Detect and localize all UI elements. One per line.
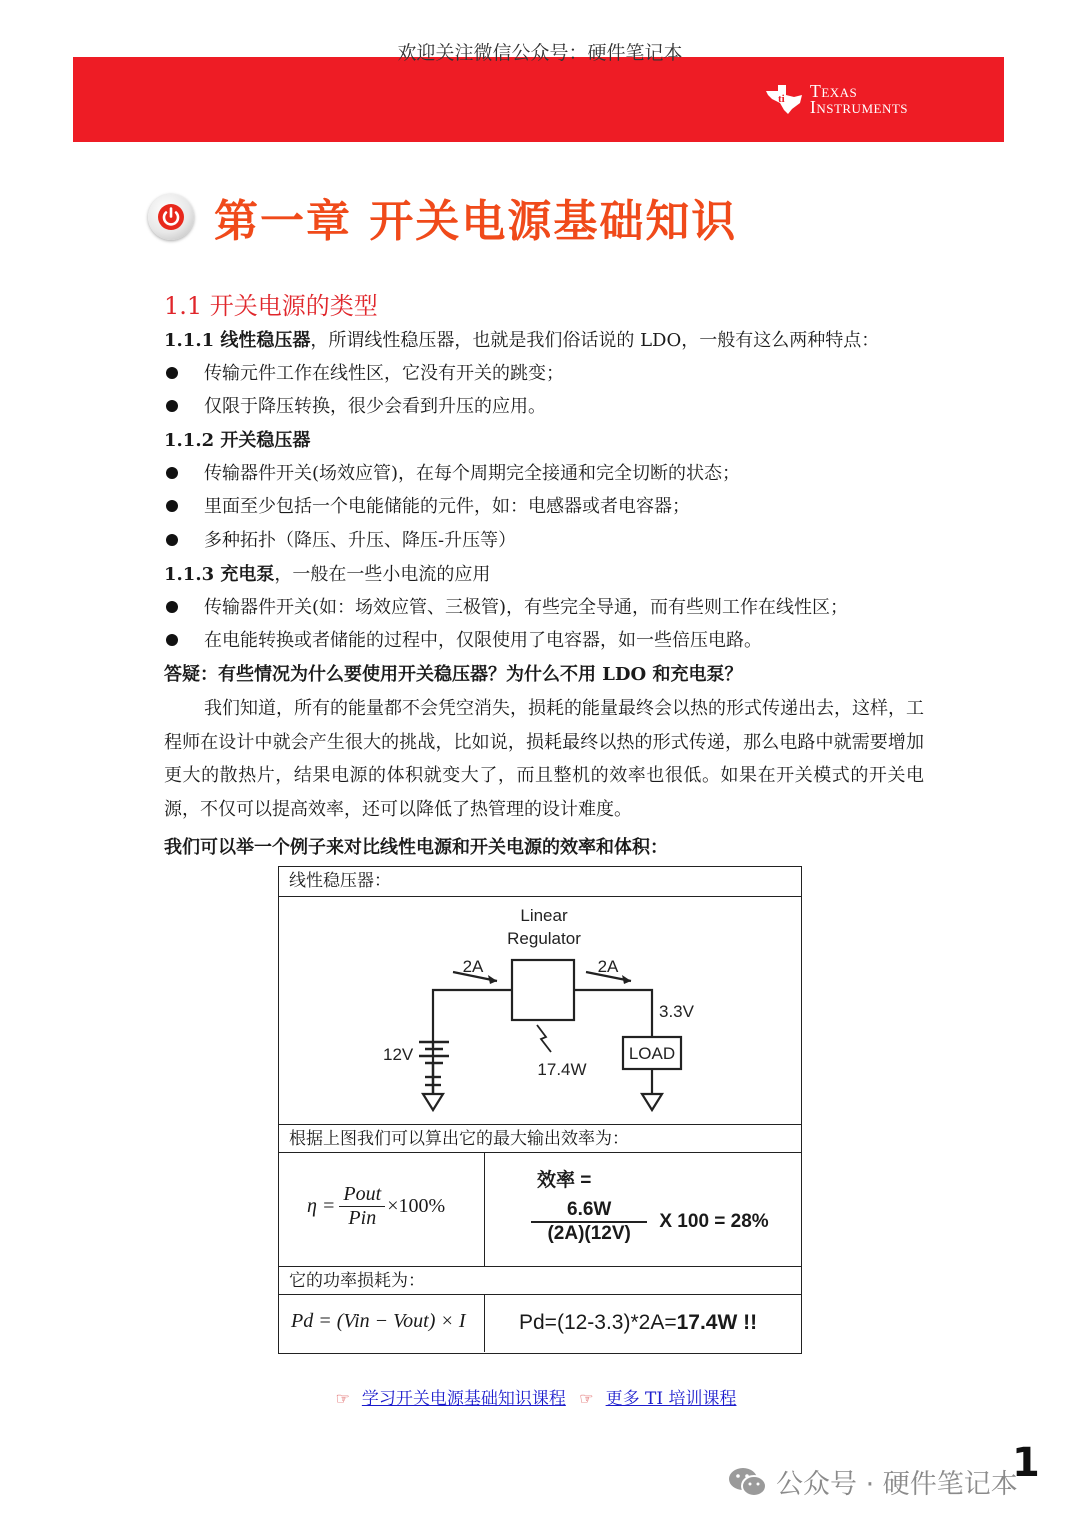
eff-result: X 100 = 28%	[659, 1211, 769, 1232]
power-loss-label: 17.4W	[537, 1060, 587, 1079]
more-ti-courses-link[interactable]: 更多 TI 培训课程	[605, 1389, 737, 1409]
ti-logo	[764, 83, 908, 115]
efficiency-label: 效率 =	[537, 1170, 592, 1191]
arrow-in-icon	[488, 975, 497, 984]
wechat-watermark	[728, 1462, 1018, 1501]
qa-paragraph: 我们知道，所有的能量都不会凭空消失，损耗的能量最终会以热的形式传递出去，这样，工程师在设计中就会产生很大的挑战，比如说，损耗最终以热的形式传递，那么电路中就需要增加更大的散热片，结果电源的体积就变大了，而且整机的效率也很低。如果在开关模式的开关电源，不仅可以提高效率，还可以降低了热管理的设计难度。	[164, 698, 924, 820]
ground-icon-left	[423, 1094, 443, 1110]
qa-title: 答疑：有些情况为什么要使用开关稳压器？为什么不用 LDO 和充电泵？	[164, 664, 743, 685]
brand-line-2: Instruments	[809, 97, 908, 117]
diagram-row	[279, 897, 801, 1125]
top-watermark: 欢迎关注微信公众号：硬件笔记本	[397, 42, 683, 64]
vin-label: 12V	[383, 1045, 414, 1064]
efficiency-formula: η = Pout Pin ×100%	[307, 1183, 446, 1229]
efficiency-row	[279, 1153, 801, 1267]
ground-icon-right	[642, 1094, 662, 1110]
list-item: 多种拓扑（降压、升压、降压-升压等）	[164, 529, 516, 553]
s113-text: ，一般在一些小电流的应用	[274, 564, 491, 585]
eff-numerator: 6.6W	[531, 1199, 647, 1223]
brand-line-1: Texas	[809, 81, 858, 101]
chapter-title: 第一章 开关电源基础知识	[214, 196, 738, 247]
section-title: 1.1 开关电源的类型	[164, 292, 378, 320]
current-out-label: 2A	[597, 957, 619, 976]
s113-line	[164, 563, 490, 587]
list-item: 仅限于降压转换，很少会看到升压的应用。	[164, 395, 546, 419]
row3-caption: 它的功率损耗为：	[289, 1271, 425, 1291]
power-loss-calc: Pd=(12-3.3)*2A=17.4W !!	[519, 1311, 758, 1334]
efficiency-calc	[531, 1199, 769, 1245]
heat-arrow-icon	[537, 1025, 551, 1052]
power-loss-formula: Pd = (Vin − Vout) × I	[291, 1310, 466, 1332]
linear-regulator-diagram	[279, 897, 800, 1123]
pointing-hand-icon: ☞	[579, 1389, 594, 1408]
diagram-title-1: Linear	[520, 906, 568, 925]
course-links	[0, 1384, 1080, 1409]
page-number: 1	[1012, 1440, 1040, 1486]
current-in-label: 2A	[462, 957, 484, 976]
arrow-out-icon	[622, 975, 631, 984]
example-title: 我们可以举一个例子来对比线性电源和开关电源的效率和体积：	[164, 837, 668, 858]
s112-heading: 1.1.2 开关稳压器	[164, 430, 311, 451]
s113-heading: 1.1.3 充电泵	[164, 564, 275, 585]
header-banner	[73, 57, 1004, 142]
pin-denominator: Pin	[348, 1207, 377, 1229]
chapter-heading	[148, 185, 737, 249]
s111-line	[164, 329, 879, 353]
texas-state-icon	[764, 83, 804, 115]
load-label: LOAD	[628, 1044, 676, 1063]
svg-text:ti: ti	[777, 93, 785, 105]
pout-numerator: Pout	[339, 1183, 385, 1207]
s111-text: ，所谓线性稳压器，也就是我们俗话说的 LDO，一般有这么两种特点：	[310, 330, 880, 351]
list-item: 在电能转换或者储能的过程中，仅限使用了电容器，如一些倍压电路。	[164, 629, 762, 653]
row1-caption: 线性稳压器：	[289, 871, 391, 891]
power-loss-row	[279, 1295, 801, 1352]
wechat-icon	[728, 1465, 768, 1499]
eff-denominator: (2A)(12V)	[547, 1223, 631, 1244]
pointing-hand-icon: ☞	[335, 1389, 350, 1408]
power-button-icon	[148, 194, 194, 240]
power-loss-value: 17.4W !!	[676, 1311, 758, 1334]
list-item: 里面至少包括一个电能储能的元件，如：电感器或者电容器；	[164, 495, 690, 519]
list-item: 传输元件工作在线性区，它没有开关的跳变；	[164, 362, 564, 386]
diagram-title-2: Regulator	[507, 929, 581, 948]
table-row	[279, 1267, 801, 1295]
comparison-table	[278, 866, 802, 1354]
table-row	[279, 1125, 801, 1153]
list-item: 传输器件开关(如：场效应管、三极管)，有些完全导通，而有些则工作在线性区；	[164, 596, 848, 620]
wechat-label: 公众号 · 硬件笔记本	[776, 1469, 1018, 1500]
s111-heading: 1.1.1 线性稳压器	[164, 330, 311, 351]
vout-label: 3.3V	[659, 1002, 694, 1021]
table-row	[279, 867, 801, 897]
list-item: 传输器件开关(场效应管)，在每个周期完全接通和完全切断的状态；	[164, 462, 740, 486]
row2-caption: 根据上图我们可以算出它的最大输出效率为：	[289, 1129, 629, 1149]
learn-course-link[interactable]: 学习开关电源基础知识课程	[361, 1389, 566, 1409]
